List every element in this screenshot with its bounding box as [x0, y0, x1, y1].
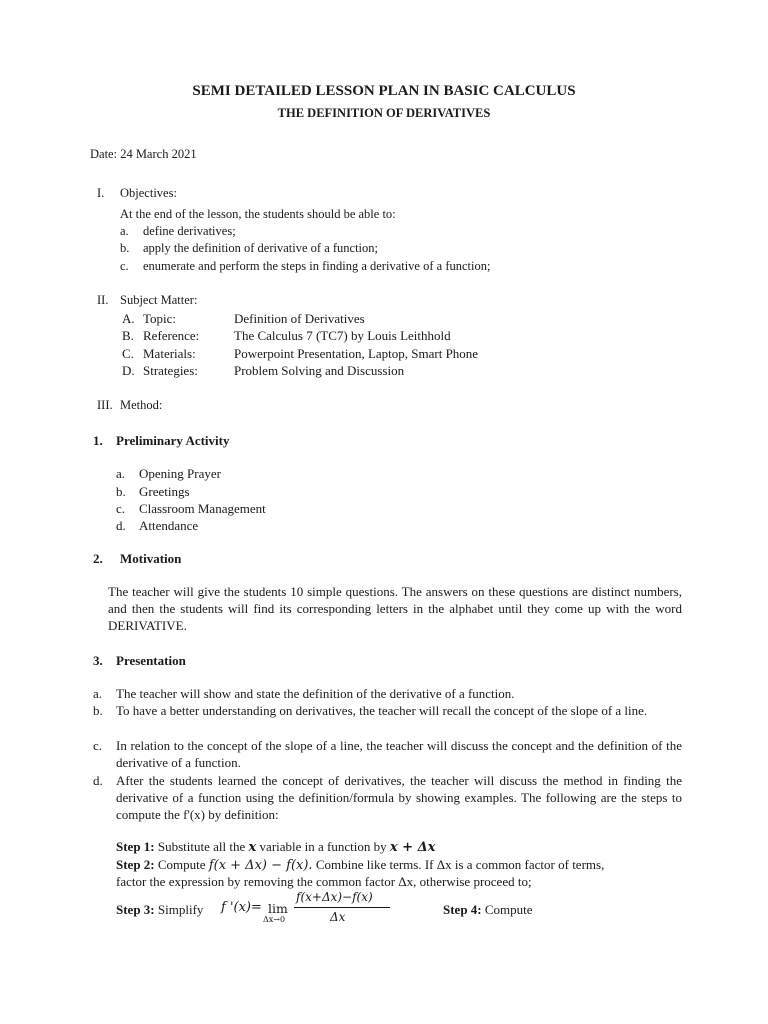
formula-denominator: Δx	[330, 910, 346, 924]
objectives-intro: At the end of the lesson, the students should be able to:	[120, 207, 396, 221]
list-item-letter: a.	[93, 686, 103, 701]
step-text: Compute	[157, 857, 206, 872]
step-text: variable in a function by	[259, 839, 387, 854]
list-item-letter: d.	[93, 773, 103, 788]
list-item: In relation to the concept of the slope of a line, the teacher will discuss the concept and the definition of the derivative of a function.	[116, 738, 682, 770]
step-label: Step 4:	[443, 902, 482, 917]
section-heading: Objectives:	[120, 186, 177, 200]
list-item: Opening Prayer	[139, 466, 221, 481]
row-label: Topic:	[143, 311, 177, 326]
fraction-bar	[294, 907, 390, 908]
list-item-letter: c.	[120, 259, 129, 273]
list-item-letter: d.	[116, 518, 126, 533]
section-number: 3.	[93, 653, 103, 668]
list-item-letter: c.	[93, 738, 103, 753]
row-label: Materials:	[143, 346, 196, 361]
row-label: Strategies:	[143, 363, 198, 378]
list-item: enumerate and perform the steps in finding a derivative of a function;	[143, 259, 491, 273]
list-item: The teacher will show and state the definition of the derivative of a function.	[116, 686, 515, 701]
list-item: Greetings	[139, 484, 190, 499]
row-label: Reference:	[143, 328, 200, 343]
list-item: Classroom Management	[139, 501, 266, 516]
list-item: define derivatives;	[143, 224, 236, 238]
formula-limit-subscript: Δx→0	[263, 915, 286, 924]
step-1	[116, 838, 435, 856]
document-title: SEMI DETAILED LESSON PLAN IN BASIC CALCULUS	[192, 83, 576, 99]
section-heading: Motivation	[120, 551, 182, 566]
formula-lhs: f '(x)=	[221, 900, 262, 915]
list-item-letter: a.	[120, 224, 129, 238]
row-value: Powerpoint Presentation, Laptop, Smart Phone	[234, 346, 479, 361]
list-item: To have a better understanding on derivatives, the teacher will recall the concept of the slope of a line.	[116, 703, 648, 718]
step-3	[116, 901, 203, 918]
step-text: Substitute all the	[157, 839, 246, 854]
lesson-date: Date: 24 March 2021	[90, 147, 197, 161]
row-value: Problem Solving and Discussion	[234, 363, 405, 378]
section-heading: Method:	[120, 398, 163, 412]
list-item-letter: a.	[116, 466, 126, 481]
list-item-letter: b.	[120, 241, 130, 255]
step-text: Compute	[484, 902, 533, 917]
row-letter: A.	[122, 311, 135, 326]
formula-limit: lim	[268, 901, 288, 916]
math-expression: x + Δx	[389, 840, 436, 855]
row-value: The Calculus 7 (TC7) by Louis Leithhold	[234, 328, 451, 343]
math-variable: x	[248, 840, 257, 855]
step-2-continued: factor the expression by removing the common factor Δx, otherwise proceed to;	[116, 874, 532, 889]
row-value: Definition of Derivatives	[234, 311, 365, 326]
section-numeral: II.	[97, 293, 109, 307]
list-item-letter: b.	[116, 484, 126, 499]
motivation-paragraph: The teacher will give the students 10 simple questions. The answers on these questions are distinct numbers, and then the students will find its corresponding letters in the alphabet until they come up with the word DERIVATIVE.	[108, 584, 682, 633]
list-item: apply the definition of derivative of a function;	[143, 241, 378, 255]
row-letter: D.	[122, 363, 135, 378]
section-heading: Presentation	[116, 653, 186, 668]
section-numeral: I.	[97, 186, 105, 200]
step-label: Step 3:	[116, 902, 155, 917]
list-item: Attendance	[139, 518, 199, 533]
step-text: Simplify	[157, 902, 204, 917]
step-label: Step 2:	[116, 857, 155, 872]
section-heading: Preliminary Activity	[116, 433, 230, 448]
math-expression: f(x + Δx) − f(x).	[208, 858, 313, 873]
row-letter: B.	[122, 328, 134, 343]
formula-numerator: f(x+Δx)−f(x)	[296, 890, 373, 904]
section-heading: Subject Matter:	[120, 293, 198, 307]
document-subtitle: THE DEFINITION OF DERIVATIVES	[277, 106, 491, 120]
list-item: After the students learned the concept of derivatives, the teacher will discuss the method in finding the derivative of a function using the definition/formula by showing examples. The following are the steps to compute the f'(x) by definition:	[116, 773, 682, 822]
list-item-letter: b.	[93, 703, 103, 718]
row-letter: C.	[122, 346, 134, 361]
step-2	[116, 856, 604, 874]
section-number: 1.	[93, 433, 103, 448]
step-label: Step 1:	[116, 839, 155, 854]
step-text: Combine like terms. If Δx is a common factor of terms,	[315, 857, 605, 872]
step-4	[443, 901, 533, 918]
section-numeral: III.	[97, 398, 113, 412]
list-item-letter: c.	[116, 501, 126, 516]
section-number: 2.	[93, 551, 103, 566]
